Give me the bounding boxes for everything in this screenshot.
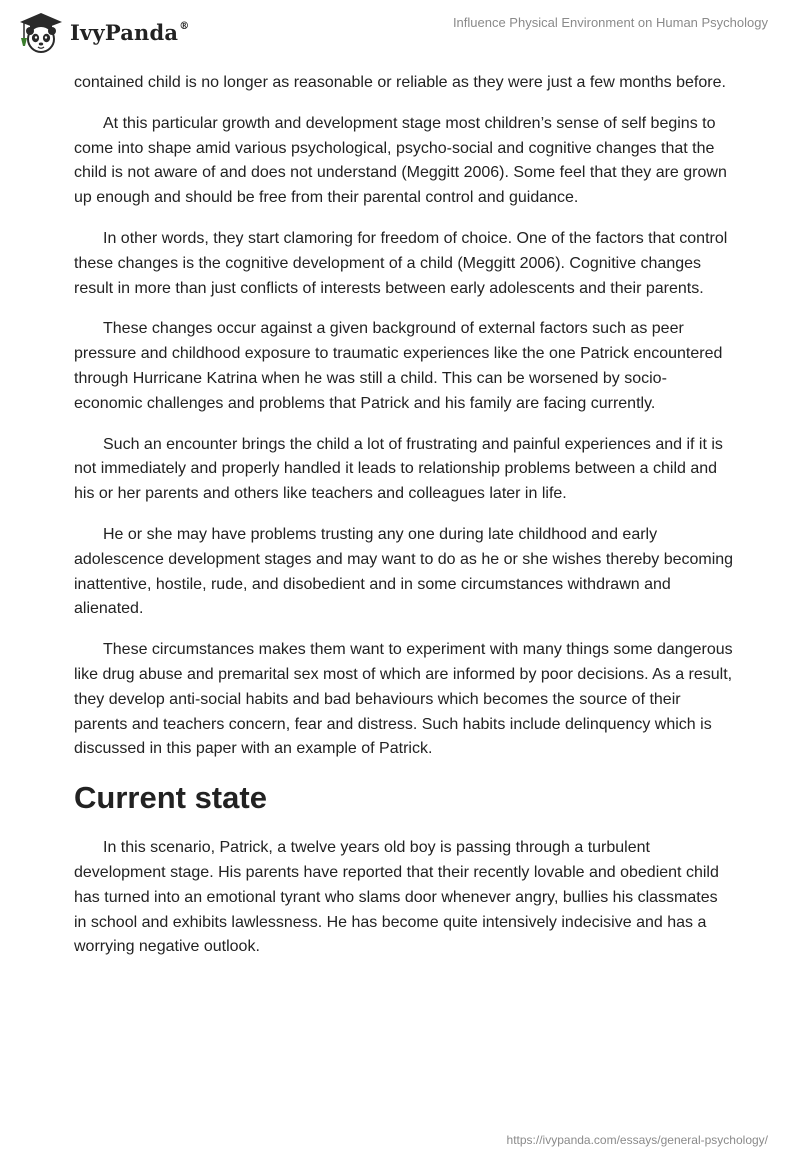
paragraph: These circumstances makes them want to experiment with many things some dangerous like drug abuse and premarital sex most of which are informed by poor decisions. As a result, they develop anti-social habits and bad behaviours which becomes the source of their parents and teachers concern, fear and distress. Such habits include delinquency which is discussed in this paper with an example of Patrick.: [74, 641, 733, 758]
paragraph: He or she may have problems trusting any one during late childhood and early adolescence development stages and may want to do as he or she wishes thereby becoming inattentive, hostile, rude, and disobedient and in some circumstances withdrawn and alienated.: [74, 525, 734, 618]
brand-name: IvyPanda®: [70, 19, 190, 45]
source-url[interactable]: https://ivypanda.com/essays/general-psychology/: [506, 1133, 768, 1147]
paragraph: In other words, they start clamoring for freedom of choice. One of the factors that control these changes is the cognitive development of a child (Meggitt 2006). Cognitive changes result in more than just conflicts of interests between early adolescents and their parents.: [74, 229, 728, 297]
essay-body: [74, 71, 734, 976]
document-title: Influence Physical Environment on Human Psychology: [452, 15, 768, 30]
ivypanda-logo[interactable]: [14, 10, 189, 54]
page-header: [0, 0, 800, 70]
paragraph: Such an encounter brings the child a lot of frustrating and painful experiences and if it is not immediately and properly handled it leads to relationship problems between a child and his or her parents and others like teachers and colleagues later in life.: [74, 435, 723, 503]
section-heading: Current state: [74, 780, 267, 816]
paragraph: These changes occur against a given background of external factors such as peer pressure and childhood exposure to traumatic experiences like the one Patrick encountered through Hurricane Katrina when he was still a child. This can be worsened by socio-economic challenges and problems that Patrick and his family are facing currently.: [74, 320, 723, 412]
paragraph: At this particular growth and development stage most children’s sense of self begins to come into shape amid various psychological, psycho-social and cognitive changes that the child is not aware of and does not understand (Meggitt 2006). Some feel that they are grown up enough and should be free from their parental control and guidance.: [74, 114, 727, 207]
panda-graduate-icon: [14, 10, 64, 54]
paragraph: contained child is no longer as reasonable or reliable as they were just a few months before.: [74, 74, 726, 91]
registered-mark: ®: [179, 20, 190, 32]
paragraph: In this scenario, Patrick, a twelve years old boy is passing through a turbulent development stage. His parents have reported that their recently lovable and obedient child has turned into an emotional tyrant who slams door whenever angry, bullies his classmates in school and exhibits lawlessness. He has become quite intensively indecisive and has a worrying negative outlook.: [74, 839, 719, 956]
